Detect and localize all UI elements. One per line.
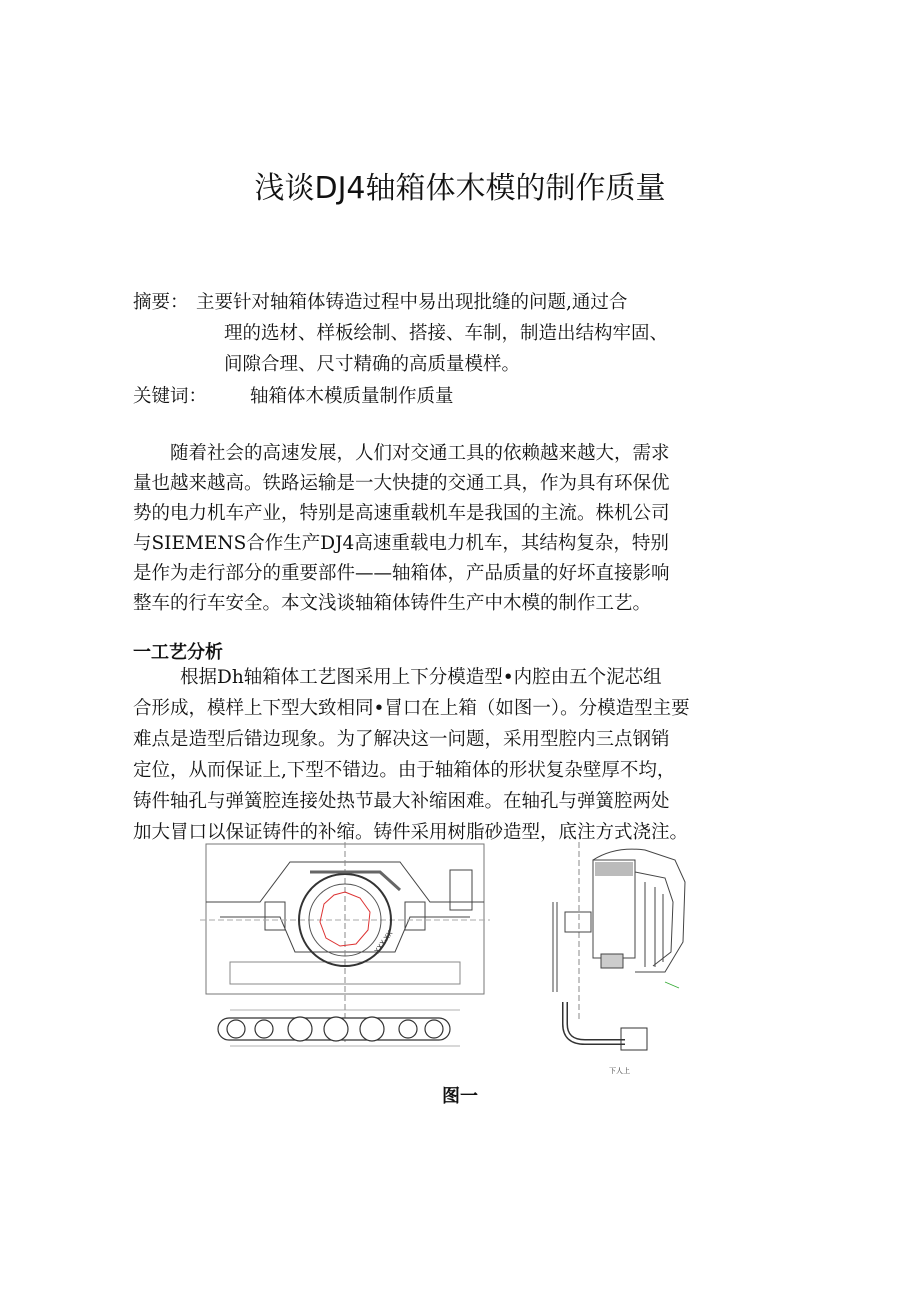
- figure-side-label-text: 下人上: [609, 1067, 630, 1075]
- intro-line-6: 整车的行车安全。本文浅谈轴箱体铸件生产中木模的制作工艺。: [133, 593, 652, 614]
- abstract-line-1: 主要针对轴箱体铸造过程中易出现批缝的问题,通过合: [196, 292, 628, 313]
- section-line-4: 定位，从而保证上,下型不错边。由于轴箱体的形状复杂壁厚不均，: [133, 760, 676, 781]
- axle-box-front-drawing: [200, 842, 490, 1052]
- intro-line-2: 量也越来越高。铁路运输是一大快捷的交通工具，作为具有环保优: [133, 473, 670, 494]
- section-line-2: 合形成，模样上下型大致相同•冒口在上箱（如图一）。分模造型主要: [133, 698, 690, 719]
- abstract-line-3: 间隙合理、尺寸精确的高质量模样。: [224, 354, 521, 375]
- abstract-label: 摘要：: [133, 292, 189, 313]
- intro-line-1: 随着社会的高速发展，人们对交通工具的依赖越来越大，需求: [170, 443, 670, 464]
- svg-text:XXX-XX: XXX-XX: [373, 929, 395, 956]
- intro-line-3: 势的电力机车产业，特别是高速重载机车是我国的主流。株机公司: [133, 503, 670, 524]
- section-heading: 一工艺分析: [133, 642, 223, 663]
- keywords-value: 轴箱体木模质量制作质量: [250, 386, 454, 407]
- section-line-5: 铸件轴孔与弹簧腔连接处热节最大补缩困难。在轴孔与弹簧腔两处: [133, 791, 670, 812]
- intro-line-5: 是作为走行部分的重要部件——轴箱体，产品质量的好坏直接影响: [133, 563, 670, 584]
- page-title: 浅谈DJ4轴箱体木模的制作质量: [254, 171, 666, 206]
- section-line-1: 根据Dh轴箱体工艺图采用上下分模造型•内腔由五个泥芯组: [180, 667, 662, 688]
- keywords-label: 关键词：: [133, 386, 208, 407]
- abstract-line-2: 理的选材、样板绘制、搭接、车制，制造出结构牢固、: [224, 323, 669, 344]
- section-line-3: 难点是造型后错边现象。为了解决这一问题，采用型腔内三点钢销: [133, 729, 670, 750]
- intro-line-4: 与SIEMENS合作生产DJ4高速重载电力机车，其结构复杂，特别: [133, 533, 669, 554]
- figure-caption: 图一: [442, 1086, 478, 1107]
- section-line-6: 加大冒口以保证铸件的补缩。铸件采用树脂砂造型，底注方式浇注。: [133, 822, 689, 843]
- axle-box-side-drawing: [545, 842, 695, 1057]
